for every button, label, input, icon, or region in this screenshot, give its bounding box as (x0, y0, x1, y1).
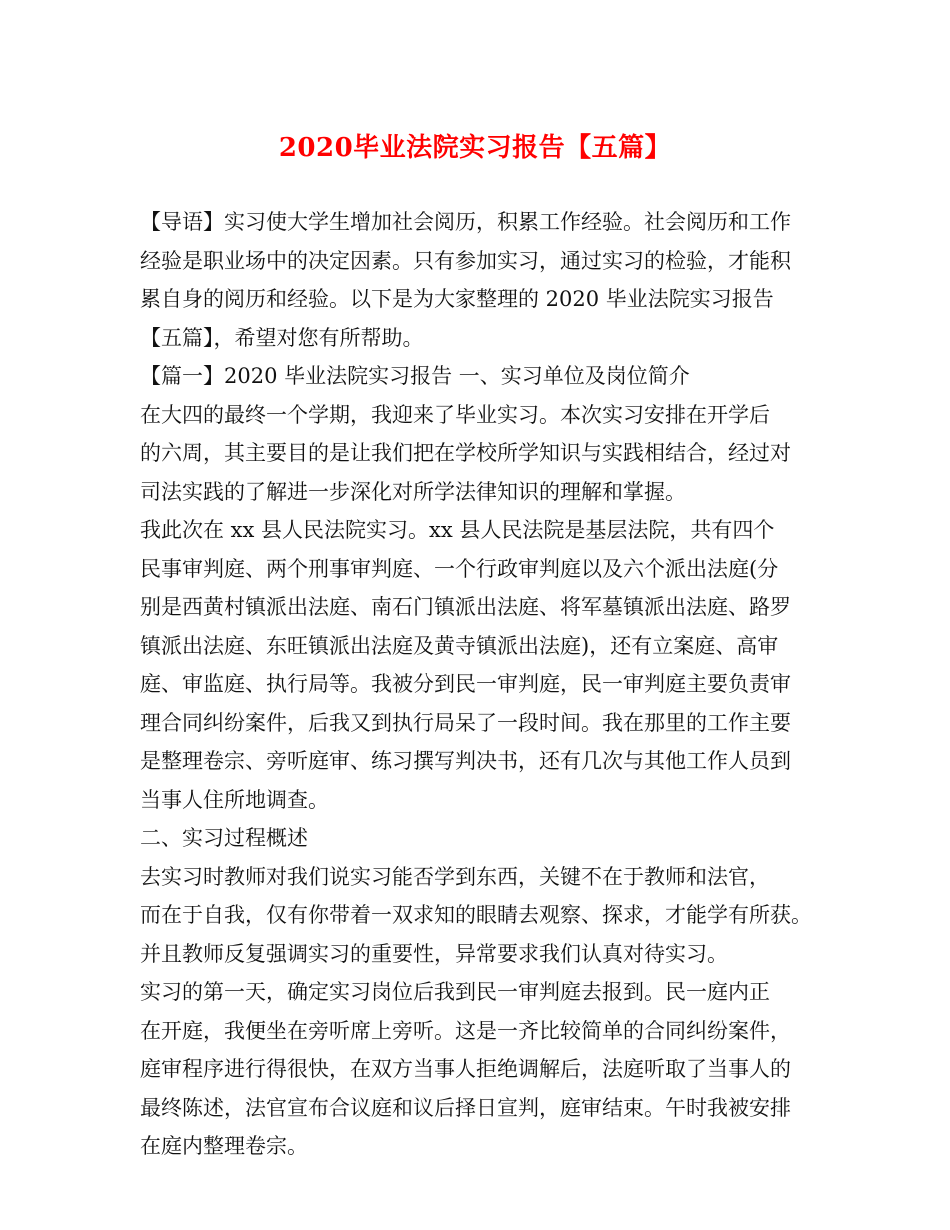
body-line: 庭审程序进行得很快，在双方当事人拒绝调解后，法庭听取了当事人的 (140, 1057, 791, 1081)
body-line: 的六周，其主要目的是让我们把在学校所学知识与实践相结合，经过对 (140, 441, 791, 465)
body-line: 在庭内整理卷宗。 (140, 1134, 308, 1158)
section-heading: 二、实习过程概述 (140, 826, 308, 850)
body-line: 而在于自我，仅有你带着一双求知的眼睛去观察、探求，才能学有所获。 (140, 903, 812, 927)
body-line: 理合同纠纷案件，后我又到执行局呆了一段时间。我在那里的工作主要 (140, 710, 791, 735)
body-line: 当事人住所地调查。 (140, 787, 329, 812)
body-line: 在开庭，我便坐在旁听席上旁听。这是一齐比较简单的合同纠纷案件， (140, 1018, 791, 1043)
document-title: 2020毕业法院实习报告【五篇】 (278, 133, 672, 163)
body-line: 司法实践的了解进一步深化对所学法律知识的理解和掌握。 (140, 479, 686, 504)
body-line: 最终陈述，法官宣布合议庭和议后择日宣判，庭审结束。午时我被安排 (140, 1095, 791, 1120)
body-line: 在大四的最终一个学期，我迎来了毕业实习。本次实习安排在开学后 (140, 402, 770, 427)
body-line: 经验是职业场中的决定因素。只有参加实习，通过实习的检验，才能积 (140, 248, 791, 273)
body-line: 是整理卷宗、旁听庭审、练习撰写判决书，还有几次与其他工作人员到 (140, 749, 791, 773)
body-line: 【导语】实习使大学生增加社会阅历，积累工作经验。社会阅历和工作 (140, 210, 791, 234)
body-line: 并且教师反复强调实习的重要性，异常要求我们认真对待实习。 (140, 941, 728, 966)
body-line: 去实习时教师对我们说实习能否学到东西，关键不在于教师和法官， (140, 864, 770, 889)
body-line: 【五篇】，希望对您有所帮助。 (140, 325, 424, 350)
document-body (140, 203, 830, 1166)
body-line: 别是西黄村镇派出法庭、南石门镇派出法庭、将军墓镇派出法庭、路罗 (140, 595, 791, 619)
body-line: 我此次在 xx 县人民法院实习。xx 县人民法院是基层法院，共有四个 (140, 518, 775, 542)
body-line: 【篇一】2020 毕业法院实习报告 一、实习单位及岗位简介 (140, 364, 690, 388)
body-line: 实习的第一天，确定实习岗位后我到民一审判庭去报到。民一庭内正 (140, 980, 770, 1004)
body-line: 镇派出法庭、东旺镇派出法庭及黄寺镇派出法庭)，还有立案庭、高审 (140, 633, 779, 658)
body-line: 庭、审监庭、执行局等。我被分到民一审判庭，民一审判庭主要负责审 (140, 672, 791, 696)
body-line: 民事审判庭、两个刑事审判庭、一个行政审判庭以及六个派出法庭(分 (140, 556, 779, 581)
body-line: 累自身的阅历和经验。以下是为大家整理的 2020 毕业法院实习报告 (140, 287, 774, 311)
